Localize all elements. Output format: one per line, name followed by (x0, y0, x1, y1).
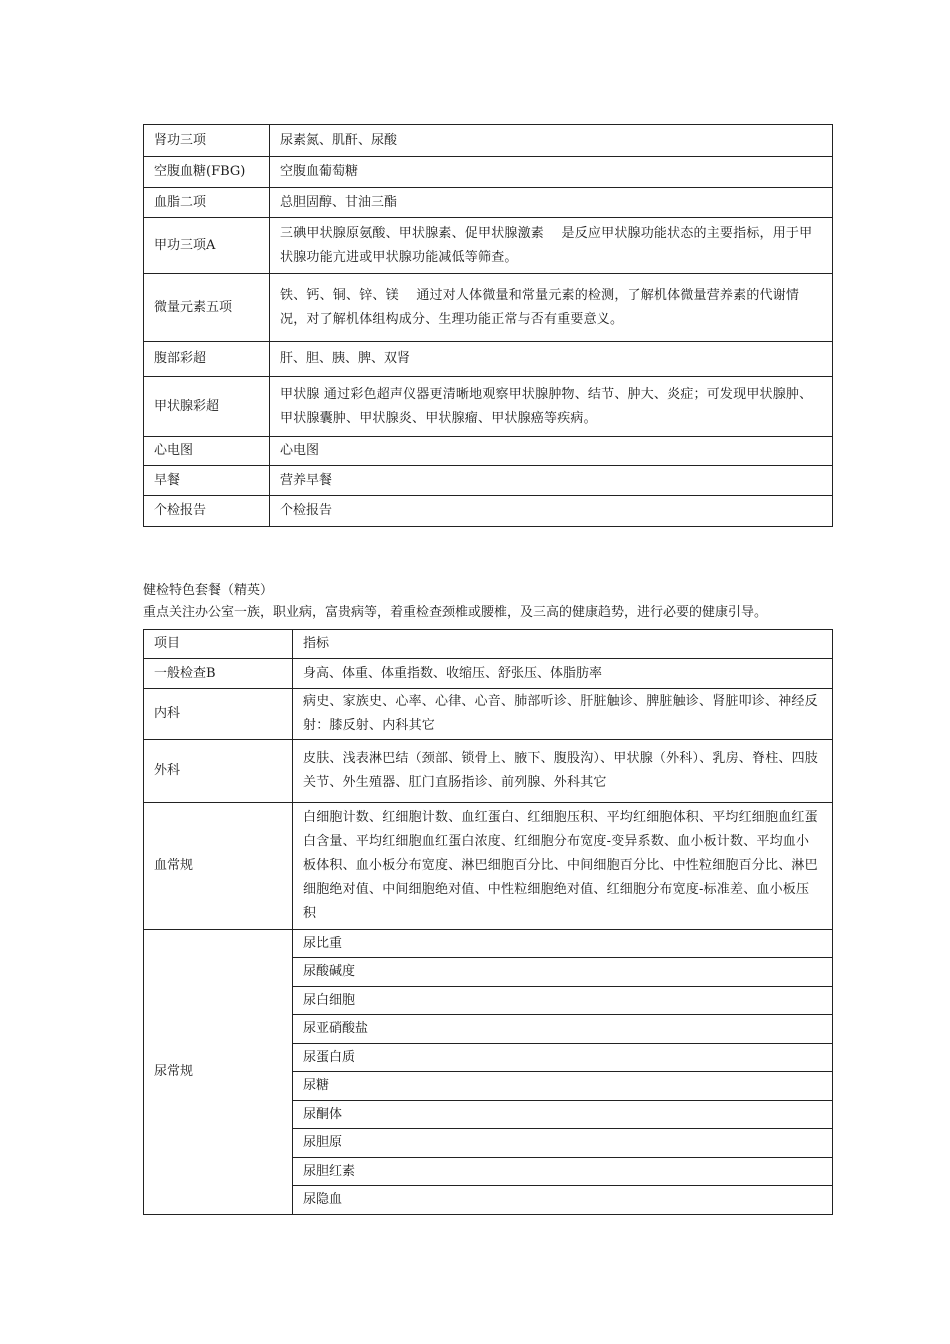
row-value: 心电图 (270, 437, 833, 466)
row-label: 一般检查B (144, 659, 293, 689)
row-value: 肝、胆、胰、脾、双肾 (270, 342, 833, 377)
table-header-row (144, 630, 833, 659)
table-row (144, 274, 833, 342)
urine-item: 尿比重 (293, 930, 833, 958)
row-label: 空腹血糖(FBG) (144, 157, 270, 188)
row-value: 三碘甲状腺原氨酸、甲状腺素、促甲状腺激素 是反应甲状腺功能状态的主要指标，用于甲状腺功能亢进或甲状腺功能减低等筛查。 (270, 218, 833, 274)
table-row (144, 740, 833, 803)
table-row (144, 157, 833, 188)
exam-table-2 (143, 629, 833, 1215)
urine-item: 尿糖 (293, 1072, 833, 1101)
table-row (144, 342, 833, 377)
urine-item: 尿酮体 (293, 1101, 833, 1129)
row-label: 微量元素五项 (144, 274, 270, 342)
row-value: 白细胞计数、红细胞计数、血红蛋白、红细胞压积、平均红细胞体积、平均红细胞血红蛋白含量、平均红细胞血红蛋白浓度、红细胞分布宽度-变异系数、血小板计数、平均血小板体积、血小板分布宽度、淋巴细胞百分比、中间细胞百分比、中性粒细胞百分比、淋巴细胞绝对值、中间细胞绝对值、中性粒细胞绝对值、红细胞分布宽度-标准差、血小板压积 (293, 803, 833, 930)
package-description: 重点关注办公室一族，职业病，富贵病等，着重检查颈椎或腰椎，及三高的健康趋势，进行必要的健康引导。 (143, 605, 768, 620)
urine-item: 尿亚硝酸盐 (293, 1015, 833, 1044)
urine-item: 尿胆红素 (293, 1158, 833, 1186)
urine-item: 尿隐血 (293, 1186, 833, 1215)
column-header-item: 项目 (144, 630, 293, 659)
row-value: 尿素氮、肌酐、尿酸 (270, 125, 833, 157)
row-label: 早餐 (144, 466, 270, 496)
row-value: 皮肤、浅表淋巴结（颈部、锁骨上、腋下、腹股沟）、甲状腺（外科）、乳房、脊柱、四肢关节、外生殖器、肛门直肠指诊、前列腺、外科其它 (293, 740, 833, 803)
row-value: 总胆固醇、甘油三酯 (270, 188, 833, 218)
urine-item: 尿胆原 (293, 1129, 833, 1158)
table-row (144, 803, 833, 930)
table-row (144, 689, 833, 740)
table-row (144, 188, 833, 218)
row-label: 甲状腺彩超 (144, 377, 270, 437)
package-title: 健检特色套餐（精英） (143, 583, 274, 598)
row-label: 肾功三项 (144, 125, 270, 157)
table-row (144, 496, 833, 527)
table-row (144, 377, 833, 437)
table-row (144, 218, 833, 274)
row-value: 个检报告 (270, 496, 833, 527)
row-label: 个检报告 (144, 496, 270, 527)
table-row (144, 659, 833, 689)
row-label: 血常规 (144, 803, 293, 930)
table-row (144, 466, 833, 496)
column-header-indicator: 指标 (293, 630, 833, 659)
table-row (144, 125, 833, 157)
row-label: 外科 (144, 740, 293, 803)
exam-table-1 (143, 124, 833, 527)
row-label: 腹部彩超 (144, 342, 270, 377)
row-value: 甲状腺 通过彩色超声仪器更清晰地观察甲状腺肿物、结节、肿大、炎症；可发现甲状腺肿、甲状腺囊肿、甲状腺炎、甲状腺瘤、甲状腺癌等疾病。 (270, 377, 833, 437)
urine-item: 尿白细胞 (293, 987, 833, 1015)
row-value: 营养早餐 (270, 466, 833, 496)
row-value: 空腹血葡萄糖 (270, 157, 833, 188)
row-label-urine: 尿常规 (144, 930, 293, 1215)
row-value: 身高、体重、体重指数、收缩压、舒张压、体脂肪率 (293, 659, 833, 689)
row-value: 铁、钙、铜、锌、镁 通过对人体微量和常量元素的检测，了解机体微量营养素的代谢情况，对了解机体组构成分、生理功能正常与否有重要意义。 (270, 274, 833, 342)
urine-item: 尿蛋白质 (293, 1044, 833, 1072)
row-label: 内科 (144, 689, 293, 740)
table-row (144, 930, 833, 958)
row-label: 心电图 (144, 437, 270, 466)
urine-item: 尿酸碱度 (293, 958, 833, 987)
row-value: 病史、家族史、心率、心律、心音、肺部听诊、肝脏触诊、脾脏触诊、肾脏叩诊、神经反射：膝反射、内科其它 (293, 689, 833, 740)
table-row (144, 437, 833, 466)
row-label: 甲功三项A (144, 218, 270, 274)
row-label: 血脂二项 (144, 188, 270, 218)
